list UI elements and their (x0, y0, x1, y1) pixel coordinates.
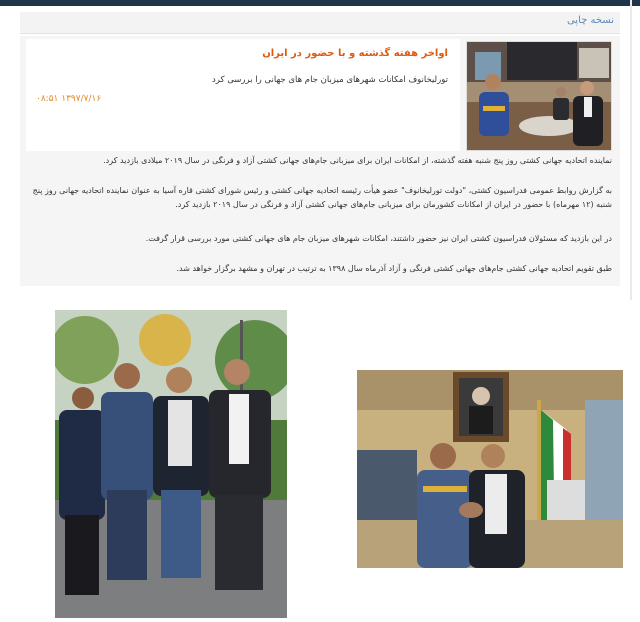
meeting-photo (467, 42, 612, 151)
four-men-outdoor-photo (55, 310, 287, 618)
print-version-link[interactable]: نسخه چاپی (566, 15, 614, 26)
article-date: ۱۳۹۷/۷/۱۶ ۰۸:۵۱ (36, 94, 102, 104)
article-thumbnail-photo (466, 41, 612, 151)
headline-box (26, 39, 460, 151)
page-edge-divider (630, 0, 632, 300)
two-men-handshake-photo (357, 370, 623, 568)
article-paragraph: به گزارش روابط عمومی فدراسیون کشتی، "دولت تورلیخانوف" عضو هیأت رئیسه اتحادیه جهانی کشتی و رئیس شورای کشتی قاره آسیا به عنوان نماینده اتحادیه جهانی روز پنج شنبه (۱۲ مهرماه) با حضور در ایران از امکانات کشورمان برای میزبانی جام‌های جهانی کشتی آزاد و فرنگی در سال ۲۰۱۹ بازدید کرد. (32, 186, 612, 209)
group-photo-outdoor (55, 310, 287, 618)
article-paragraph: نماینده اتحادیه جهانی کشتی روز پنج شنبه هفته گذشته، از امکانات ایران برای میزبانی جام‌های جهانی کشتی آزاد و فرنگی در سال ۲۰۱۹ میلادی بازدید کرد. (103, 156, 612, 165)
handshake-photo-indoor (357, 370, 623, 568)
news-article (20, 36, 620, 286)
article-lead: تورلیخانوف امکانات شهرهای میزبان جام های جهانی را بررسی کرد (212, 75, 448, 85)
article-title[interactable]: اواخر هفته گذشته و با حضور در ایران (262, 48, 448, 59)
article-paragraph: طبق تقویم اتحادیه جهانی کشتی جام‌های جهانی کشتی فرنگی و آزاد آذرماه سال ۱۳۹۸ به ترتیب در تهران و مشهد برگزار خواهد شد. (176, 264, 612, 273)
top-navigation-bar (0, 0, 640, 6)
article-paragraph: در این بازدید که مسئولان فدراسیون کشتی ایران نیز حضور داشتند، امکانات شهرهای میزبان جام های جهانی کشتی مورد بررسی قرار گرفت. (145, 234, 612, 243)
print-toolbar (20, 12, 620, 34)
